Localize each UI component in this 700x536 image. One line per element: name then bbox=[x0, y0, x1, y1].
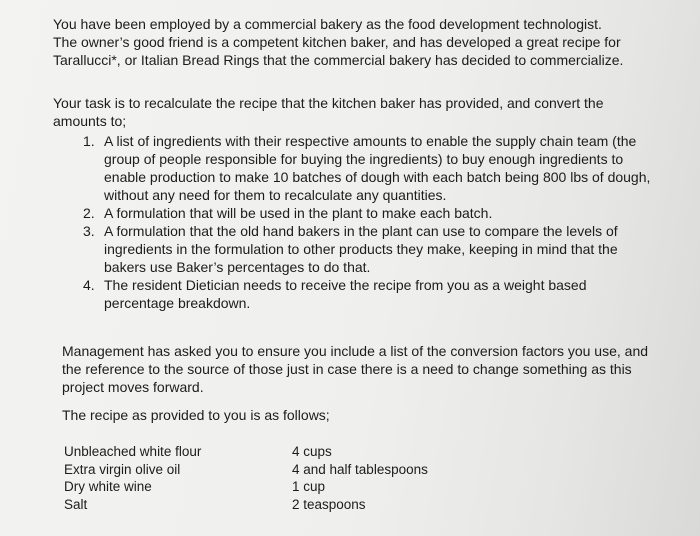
list-item bbox=[83, 132, 650, 204]
list-item-line: enable production to make 10 batches of dough with each batch being 800 lbs of dough, bbox=[104, 169, 651, 185]
management-line: the reference to the source of those just in case there is a need to change something as this bbox=[62, 361, 632, 377]
ingredient-amount: 2 teaspoons bbox=[292, 496, 366, 512]
ingredient-amount: 4 cups bbox=[292, 444, 332, 459]
recipe-intro: The recipe as provided to you is as follows; bbox=[62, 407, 330, 423]
intro-line: Tarallucci*, or Italian Bread Rings that the commercial bakery has decided to commercialize. bbox=[53, 52, 624, 68]
management-line: Management has asked you to ensure you include a list of the conversion factors you use, and bbox=[62, 343, 649, 359]
list-item-number: 1. bbox=[83, 133, 95, 149]
ingredient-row bbox=[64, 443, 428, 461]
intro-paragraph bbox=[53, 15, 623, 69]
ingredient-row bbox=[64, 461, 428, 479]
ingredient-name: Salt bbox=[64, 496, 88, 512]
list-item-line: without any need for them to recalculate any quantities. bbox=[104, 187, 447, 203]
list-item-line: A formulation that will be used in the plant to make each batch. bbox=[104, 205, 493, 221]
list-item-number: 4. bbox=[83, 277, 95, 293]
list-item-line: A formulation that the old hand bakers in the plant can use to compare the levels of bbox=[104, 223, 618, 239]
task-paragraph bbox=[53, 94, 603, 130]
ingredient-name: Extra virgin olive oil bbox=[64, 461, 181, 477]
task-line: Your task is to recalculate the recipe that the kitchen baker has provided, and convert the bbox=[53, 95, 604, 111]
list-item-line: bakers use Baker’s percentages to do that. bbox=[104, 259, 371, 275]
list-item-number: 3. bbox=[83, 223, 95, 239]
list-item-number: 2. bbox=[83, 205, 95, 221]
list-item-line: percentage breakdown. bbox=[104, 295, 251, 311]
intro-line: The owner’s good friend is a competent kitchen baker, and has developed a great recipe for bbox=[53, 34, 621, 50]
ingredient-row bbox=[64, 496, 428, 514]
list-item bbox=[83, 222, 650, 276]
intro-line: You have been employed by a commercial bakery as the food development technologist. bbox=[53, 16, 602, 32]
management-paragraph bbox=[62, 342, 648, 396]
ingredient-amount: 4 and half tablespoons bbox=[292, 461, 428, 477]
ingredient-row bbox=[64, 478, 428, 496]
task-list bbox=[83, 132, 650, 312]
management-line: project moves forward. bbox=[62, 379, 204, 395]
list-item bbox=[83, 276, 650, 312]
ingredient-name: Unbleached white flour bbox=[64, 444, 202, 459]
list-item-line: A list of ingredients with their respective amounts to enable the supply chain team (the bbox=[104, 133, 637, 149]
task-line: amounts to; bbox=[53, 113, 127, 129]
ingredient-name: Dry white wine bbox=[64, 479, 152, 494]
list-item-line: The resident Dietician needs to receive the recipe from you as a weight based bbox=[104, 277, 587, 293]
list-item bbox=[83, 204, 650, 222]
list-item-line: group of people responsible for buying the ingredients) to buy enough ingredients to bbox=[104, 151, 624, 167]
list-item-line: ingredients in the formulation to other products they make, keeping in mind that the bbox=[104, 241, 618, 257]
ingredient-amount: 1 cup bbox=[292, 479, 326, 494]
ingredient-table bbox=[64, 443, 428, 513]
